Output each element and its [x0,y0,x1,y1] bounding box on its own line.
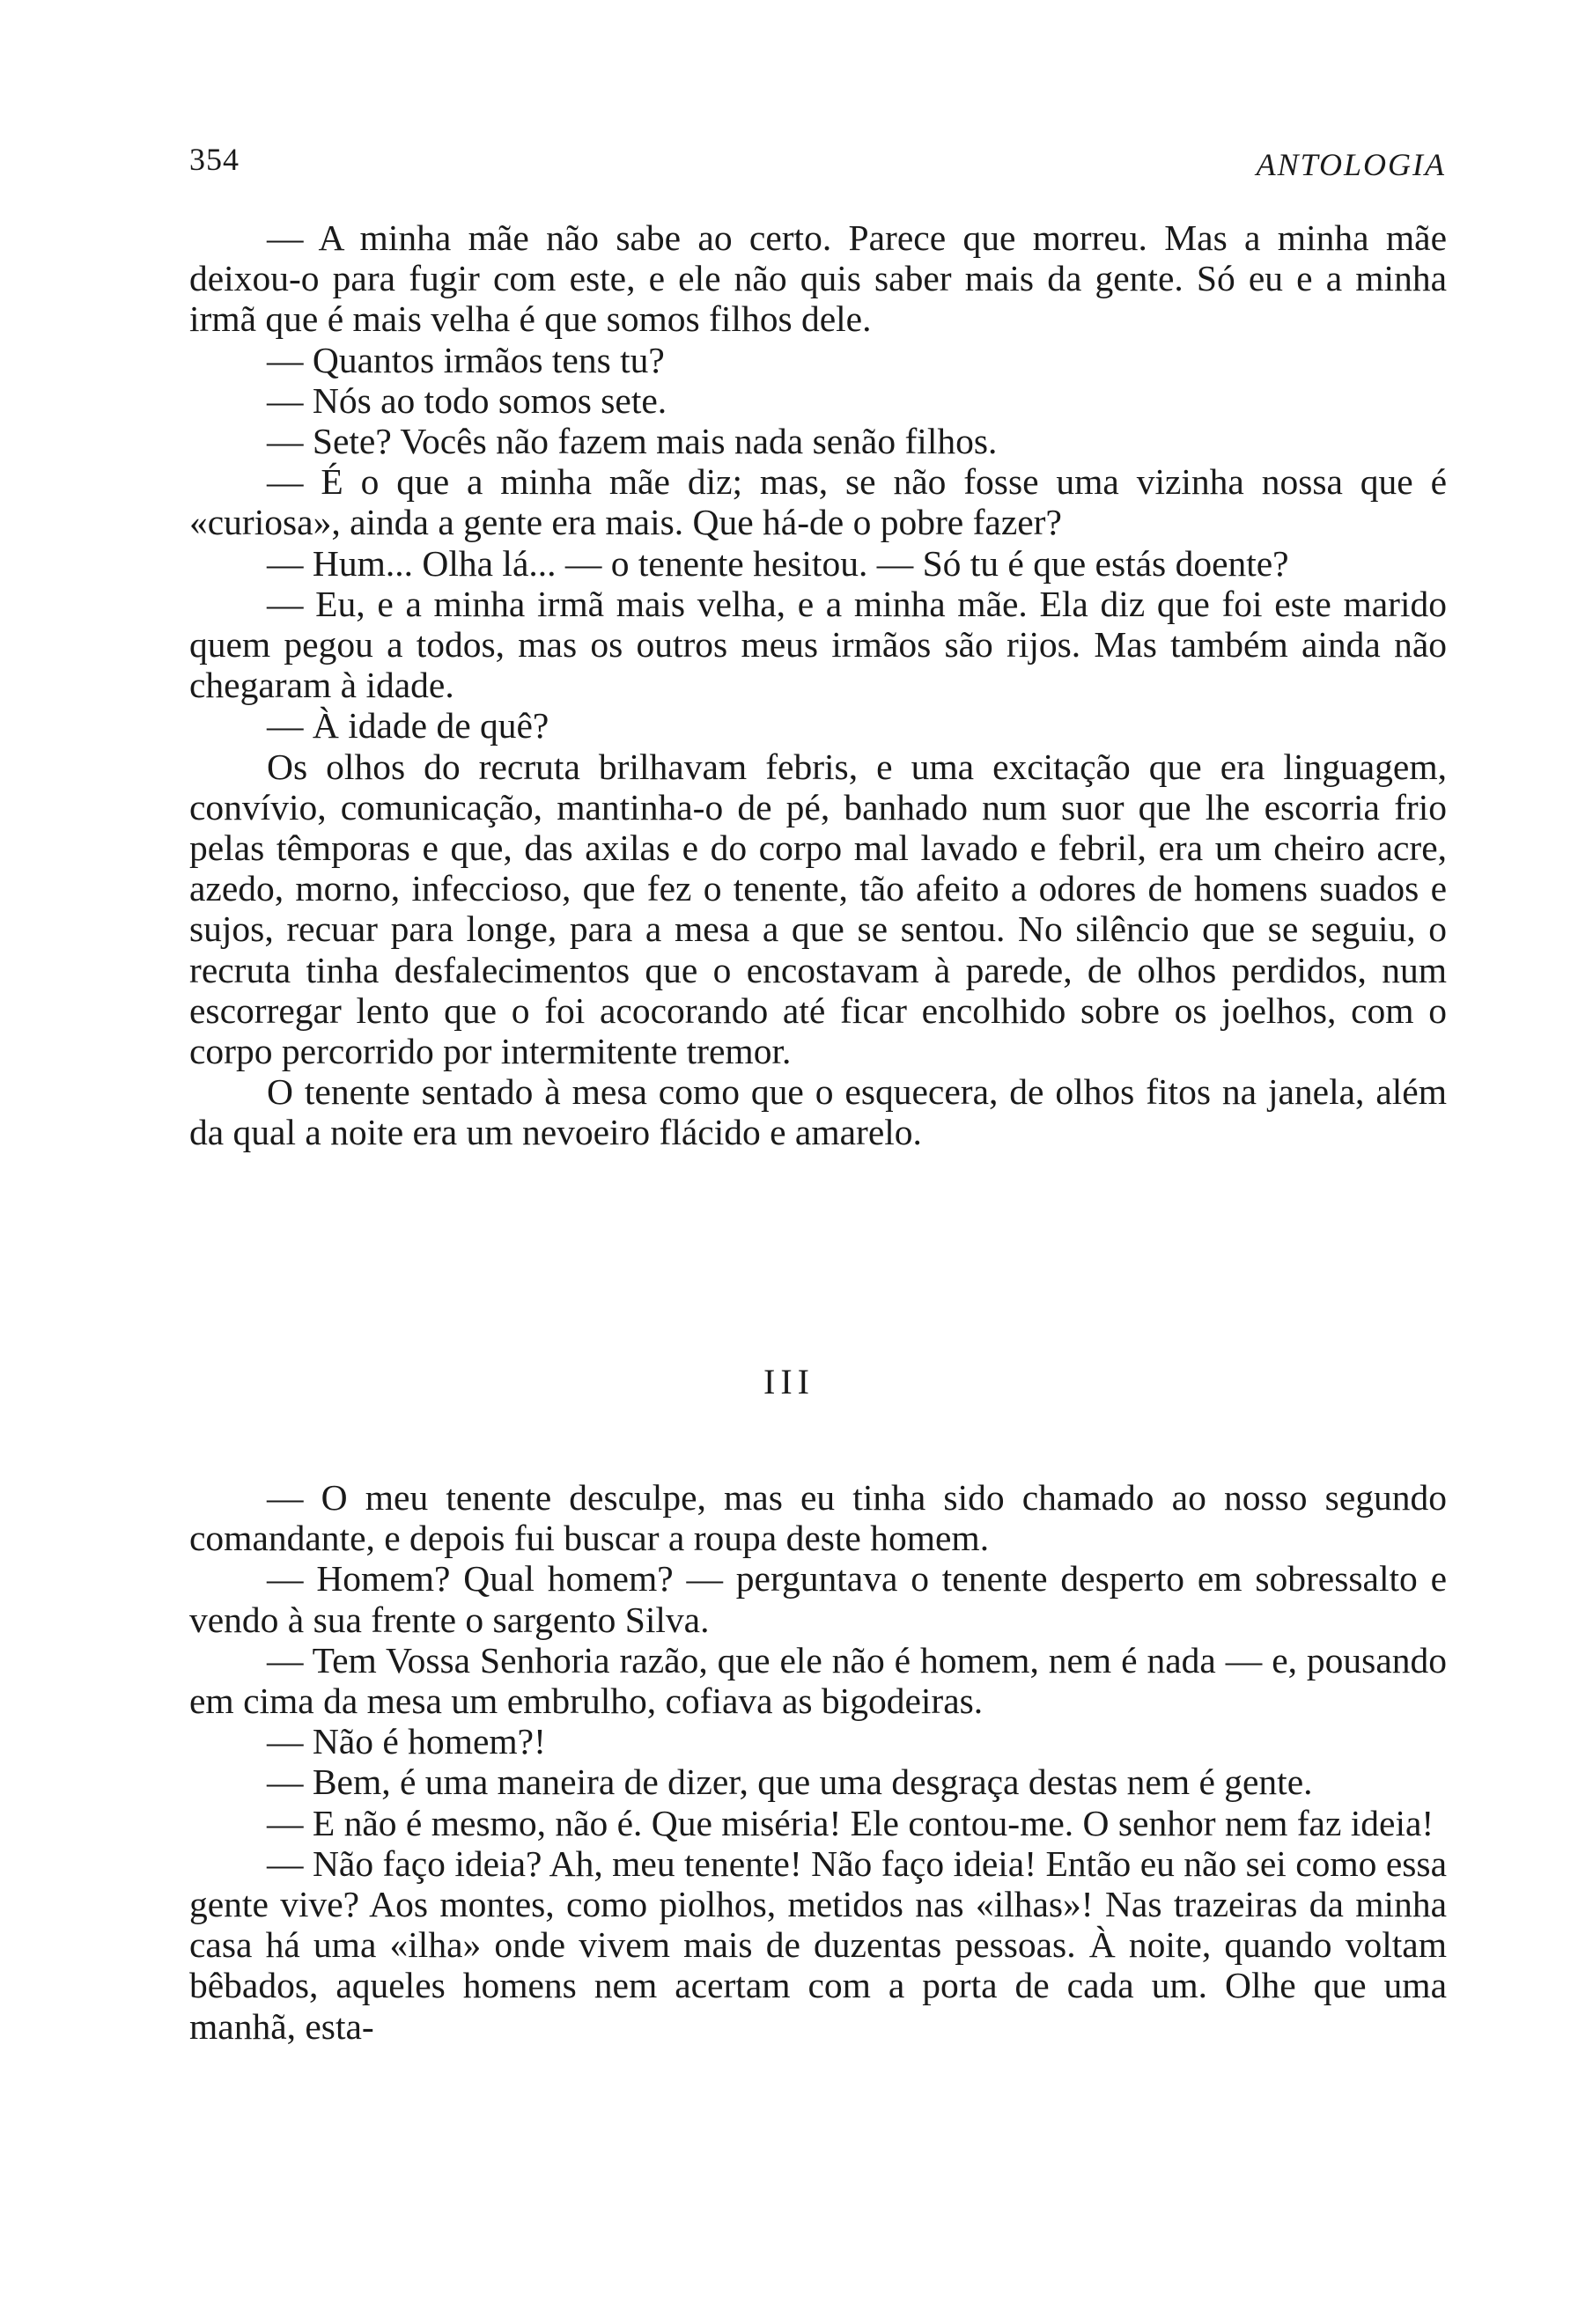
paragraph: — A minha mãe não sabe ao certo. Parece que morreu. Mas a minha mãe deixou-o para fugir com este, e ele não quis saber mais da gente. Só eu e a minha irmã que é mais velha é que somos filhos dele. [189,217,1447,340]
paragraph: — Nós ao todo somos sete. [267,379,667,421]
paragraph: — Não é homem?! [267,1721,546,1762]
paragraph: — Tem Vossa Senhoria razão, que ele não é homem, nem é nada — e, pousando em cima da mesa um embrulho, cofiava as bigodeiras. [189,1639,1447,1722]
paragraph: — O meu tenente desculpe, mas eu tinha sido chamado ao nosso segundo comandante, e depois fui buscar a roupa deste homem. [189,1477,1447,1559]
running-title: ANTOLOGIA [1256,147,1446,182]
page-number: 354 [189,142,240,177]
section-one-text [189,217,1447,1153]
paragraph: — Hum... Olha lá... — o tenente hesitou. — Só tu é que estás doente? [267,542,1289,584]
paragraph: — À idade de quê? [267,705,549,746]
paragraph: — Eu, e a minha irmã mais velha, e a minha mãe. Ela diz que foi este marido quem pegou a todos, mas os outros meus irmãos são rijos. Mas também ainda não chegaram à idade. [189,583,1447,706]
section-heading: III [763,1362,815,1401]
paragraph: — E não é mesmo, não é. Que miséria! Ele contou-me. O senhor nem faz ideia! [267,1802,1434,1843]
paragraph: — Quantos irmãos tens tu? [267,339,665,380]
paragraph: — Não faço ideia? Ah, meu tenente! Não faço ideia! Então eu não sei como essa gente vive? Aos montes, como piolhos, metidos nas «ilhas»! Nas trazeiras da minha casa há uma «ilha» onde vivem mais de duzentas pessoas. À noite, quando voltam bêbados, aqueles homens nem acertam com a porta de cada um. Olhe que uma manhã, esta- [189,1842,1447,2047]
paragraph: — É o que a minha mãe diz; mas, se não fosse uma vizinha nossa que é «curiosa», ainda a gente era mais. Que há-de o pobre fazer? [189,461,1447,543]
paragraph: O tenente sentado à mesa como que o esquecera, de olhos fitos na janela, além da qual a noite era um nevoeiro flácido e amarelo. [189,1071,1447,1153]
section-two-text [189,1477,1447,2047]
paragraph: — Bem, é uma maneira de dizer, que uma desgraça destas nem é gente. [267,1761,1313,1803]
paragraph: — Sete? Vocês não fazem mais nada senão filhos. [267,421,998,462]
paragraph: — Homem? Qual homem? — perguntava o tenente desperto em sobressalto e vendo à sua frente o sargento Silva. [189,1558,1447,1640]
paragraph: Os olhos do recruta brilhavam febris, e uma excitação que era linguagem, convívio, comunicação, mantinha-o de pé, banhado num suor que lhe escorria frio pelas têmporas e que, das axilas e do corpo mal lavado e febril, era um cheiro acre, azedo, morno, infeccioso, que fez o tenente, tão afeito a odores de homens suados e sujos, recuar para longe, para a mesa a que se sentou. No silêncio que se seguiu, o recruta tinha desfalecimentos que o encostavam à parede, de olhos perdidos, num escorregar lento que o foi acocorando até ficar encolhido sobre os joelhos, com o corpo percorrido por intermitente tremor. [189,746,1447,1072]
